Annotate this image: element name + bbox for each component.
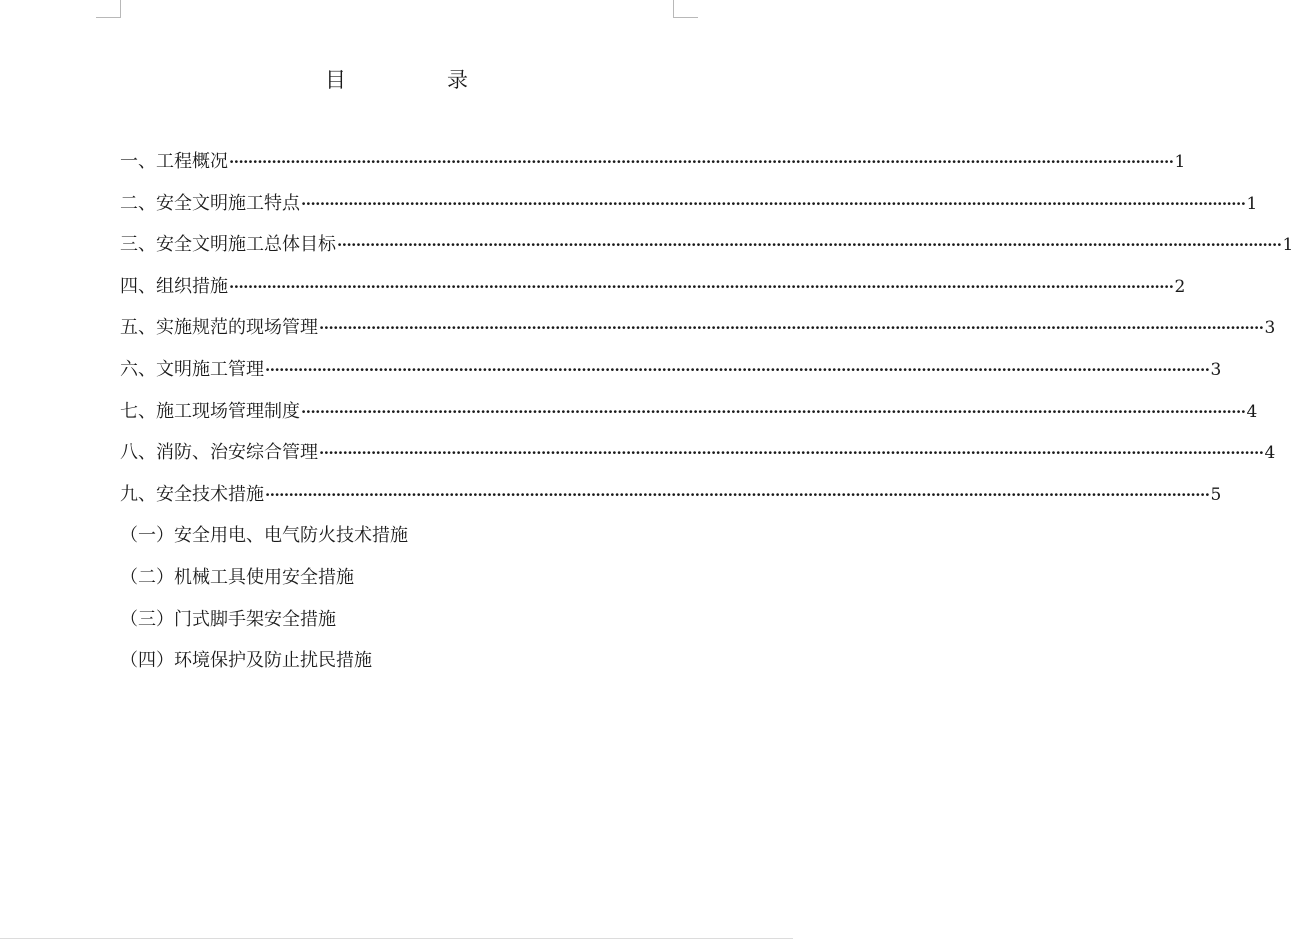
toc-entry-label: 五、实施规范的现场管理 — [120, 317, 318, 339]
toc-subentry[interactable]: （四）环境保护及防止扰民措施 — [120, 650, 372, 672]
toc-leader-dots: ········································································································································································································ — [229, 153, 1174, 171]
page-bottom-edge — [0, 938, 793, 939]
toc-entry-label: 七、施工现场管理制度 — [120, 400, 300, 422]
toc-entry[interactable] — [120, 438, 1276, 480]
toc-entry-label: 九、安全技术措施 — [120, 483, 264, 505]
toc-leader-dots: ········································································································································································································ — [265, 360, 1210, 379]
toc-leader-dots: ········································································································································································································ — [337, 236, 1282, 255]
crop-mark-top-right — [673, 0, 698, 18]
toc-entry[interactable] — [120, 313, 1276, 355]
toc-entry[interactable] — [120, 272, 1186, 314]
toc-leader-dots: ········································································································································································································ — [229, 277, 1174, 296]
toc-page-number: 1 — [1246, 193, 1258, 214]
toc-page-number: 2 — [1174, 276, 1186, 297]
toc-subentry[interactable]: （一）安全用电、电气防火技术措施 — [120, 525, 408, 547]
toc-entry-label: 一、工程概况 — [120, 151, 228, 172]
toc-entry[interactable] — [120, 480, 1222, 522]
toc-page-number: 3 — [1264, 318, 1276, 339]
toc-page-number: 3 — [1210, 359, 1222, 380]
toc-entry-label: 三、安全文明施工总体目标 — [120, 234, 336, 256]
toc-entry[interactable] — [120, 230, 1293, 272]
toc-leader-dots: ········································································································································································································ — [301, 402, 1246, 421]
toc-entry[interactable] — [120, 147, 1186, 189]
toc-entry-label: 二、安全文明施工特点 — [120, 192, 300, 214]
toc-title: 目 录 — [325, 68, 508, 92]
toc-entry-label: 四、组织措施 — [120, 275, 228, 297]
toc-leader-dots: ········································································································································································································ — [301, 194, 1246, 213]
toc-page-number: 4 — [1246, 401, 1258, 422]
toc-entry-label: 八、消防、治安综合管理 — [120, 442, 318, 464]
toc-page-number: 1 — [1174, 152, 1186, 172]
toc-entry[interactable] — [120, 397, 1258, 439]
toc-entry-label: 六、文明施工管理 — [120, 358, 264, 380]
toc-subentry[interactable]: （三）门式脚手架安全措施 — [120, 608, 336, 630]
toc-entry[interactable] — [120, 189, 1258, 231]
crop-mark-top-left — [96, 0, 121, 18]
toc-list — [120, 147, 1293, 688]
toc-entry[interactable] — [120, 355, 1222, 397]
toc-page-number: 5 — [1210, 484, 1222, 505]
toc-leader-dots: ········································································································································································································ — [265, 485, 1210, 504]
toc-subentry[interactable]: （二）机械工具使用安全措施 — [120, 566, 354, 588]
toc-leader-dots: ········································································································································································································ — [319, 444, 1264, 463]
toc-page-number: 4 — [1264, 443, 1276, 464]
toc-leader-dots: ········································································································································································································ — [319, 319, 1264, 338]
toc-page-number: 1 — [1282, 235, 1293, 256]
